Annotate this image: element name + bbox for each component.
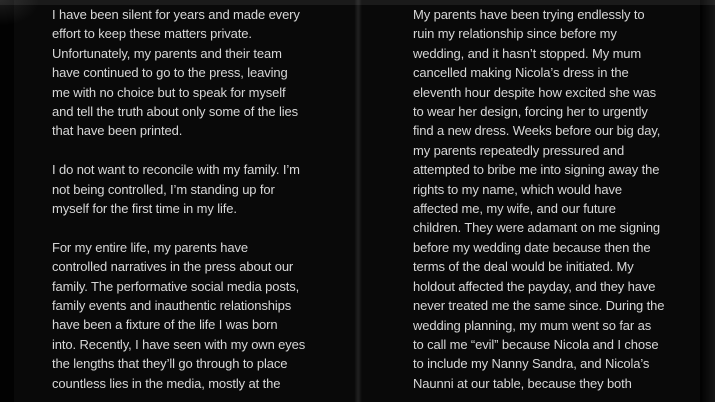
statement-line: never treated me the same since. During the xyxy=(413,298,665,314)
statement-line: Naunni at our table, because they both xyxy=(413,375,632,391)
statement-line: effort to keep these matters private. xyxy=(52,26,252,42)
statement-text-left xyxy=(14,0,354,393)
statement-line: controlled narratives in the press about our xyxy=(52,259,294,275)
paragraph xyxy=(52,160,354,218)
statement-line: family events and inauthentic relationships xyxy=(52,298,292,314)
statement-line: that have been printed. xyxy=(52,123,183,139)
statement-line: to wear her design, forcing her to urgently xyxy=(413,104,648,120)
paragraph xyxy=(413,5,700,393)
statement-line: find a new dress. Weeks before our big day, xyxy=(413,123,661,139)
statement-line: attempted to bribe me into signing away the xyxy=(413,162,660,178)
statement-line: not being controlled, I’m standing up for xyxy=(52,181,275,197)
statement-line: countless lies in the media, mostly at the xyxy=(52,375,281,391)
statement-line: For my entire life, my parents have xyxy=(52,239,248,255)
statement-line: my parents repeatedly pressured and xyxy=(413,142,625,158)
statement-line: wedding planning, my mum went so far as xyxy=(413,317,652,333)
statement-line: me with no choice but to speak for myself xyxy=(52,84,286,100)
statement-line: before my wedding date because then the xyxy=(413,239,651,255)
statement-line: to include my Nanny Sandra, and Nicola’s xyxy=(413,356,650,372)
statement-line: into. Recently, I have seen with my own eyes xyxy=(52,336,306,352)
statement-line: rights to my name, which would have xyxy=(413,181,622,197)
statement-screenshot-left xyxy=(14,0,354,402)
statement-line: have been a fixture of the life I was born xyxy=(52,317,278,333)
statement-line: Unfortunately, my parents and their team xyxy=(52,45,282,61)
statement-text-right xyxy=(362,0,700,393)
statement-line: myself for the first time in my life. xyxy=(52,201,237,217)
statement-line: ruin my relationship since before my xyxy=(413,26,617,42)
panel-divider xyxy=(354,0,362,402)
statement-line: family. The performative social media posts, xyxy=(52,278,300,294)
statement-line: I do not want to reconcile with my family. I’m xyxy=(52,162,300,178)
paragraph xyxy=(52,238,354,393)
statement-line: holdout affected the payday, and they have xyxy=(413,278,656,294)
top-edge-highlight xyxy=(0,0,715,5)
statement-line: to call me “evil” because Nicola and I chose xyxy=(413,336,659,352)
statement-line: terms of the deal would be initiated. My xyxy=(413,259,634,275)
statement-line: cancelled making Nicola’s dress in the xyxy=(413,65,629,81)
statement-line: I have been silent for years and made every xyxy=(52,7,300,22)
statement-screenshot-right xyxy=(362,0,700,402)
statement-line: eleventh hour despite how excited she was xyxy=(413,84,656,100)
paragraph xyxy=(52,5,354,141)
corner-glow xyxy=(0,0,40,26)
statement-line: My parents have been trying endlessly to xyxy=(413,7,645,22)
statement-line: have continued to go to the press, leaving xyxy=(52,65,288,81)
statement-line: and tell the truth about only some of the lies xyxy=(52,104,298,120)
statement-line: the lengths that they’ll go through to place xyxy=(52,356,288,372)
statement-line: wedding, and it hasn’t stopped. My mum xyxy=(413,45,642,61)
statement-line: affected me, my wife, and our future xyxy=(413,201,616,217)
statement-line: children. They were adamant on me signing xyxy=(413,220,661,236)
right-edge-highlight xyxy=(701,0,715,402)
